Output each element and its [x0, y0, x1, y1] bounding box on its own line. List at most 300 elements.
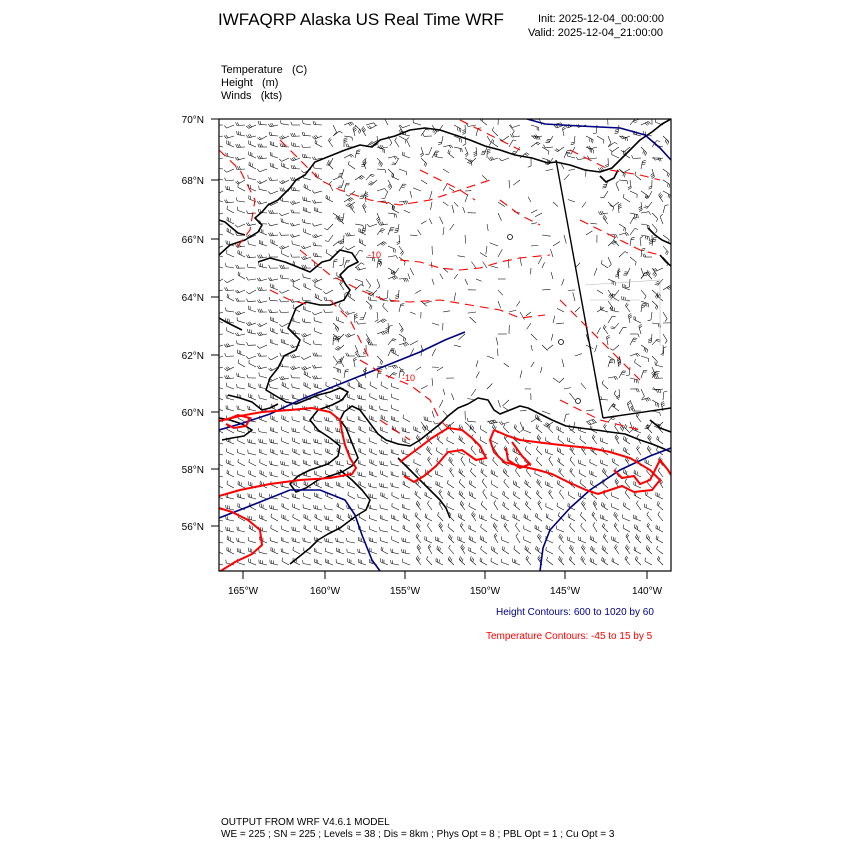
wind-barb-feather	[301, 246, 303, 249]
wind-barb	[380, 541, 388, 543]
wind-barb-feather	[504, 470, 505, 473]
wind-barb	[314, 344, 322, 345]
wind-barb-feather	[438, 512, 440, 515]
wind-barb	[369, 497, 377, 499]
wind-barb	[227, 279, 234, 283]
wind-barb-feather	[512, 134, 514, 137]
wind-barb-feather	[424, 162, 425, 165]
height-contour-legend: Height Contours: 600 to 1020 by 60	[496, 607, 654, 618]
wind-barb-feather	[314, 136, 316, 139]
wind-barb-feather	[280, 265, 281, 268]
wind-barb-feather	[360, 250, 363, 251]
wind-barb-feather	[669, 184, 670, 187]
plot-title: IWFAQRP Alaska US Real Time WRF	[218, 10, 504, 29]
wind-barb-feather	[290, 158, 292, 161]
wind-barb-feather	[593, 513, 595, 516]
wind-barb	[490, 243, 498, 246]
wind-barb-feather	[371, 143, 374, 145]
wind-barb-feather	[548, 514, 549, 518]
wind-barb	[592, 438, 597, 444]
wind-barb-feather	[658, 536, 659, 540]
wind-barb-feather	[662, 403, 665, 405]
wind-barb-feather	[370, 483, 371, 486]
wind-barb-feather	[407, 201, 409, 204]
city-marker	[576, 399, 581, 404]
wind-barb-feather	[271, 132, 272, 135]
wind-barb-feather	[350, 155, 353, 157]
wind-barb-feather	[440, 548, 441, 551]
wind-barb	[303, 508, 311, 510]
wind-barb	[392, 209, 399, 213]
wind-barb	[403, 418, 410, 422]
wind-barb	[634, 485, 641, 488]
wind-barb-feather	[359, 395, 360, 399]
wind-barb-feather	[246, 126, 249, 128]
wind-barb-feather	[617, 481, 619, 484]
wind-barb-feather	[354, 357, 357, 359]
wind-barb	[315, 312, 323, 315]
wind-barb-feather	[429, 449, 431, 452]
wind-barb	[483, 262, 487, 268]
wind-barb	[564, 414, 566, 422]
wind-barb	[601, 264, 608, 268]
wind-barb-feather	[481, 501, 482, 504]
wind-barb	[612, 496, 619, 499]
wind-barb-feather	[605, 471, 606, 474]
wind-barb	[570, 471, 575, 477]
wind-barb	[270, 224, 278, 226]
wind-barb-feather	[560, 535, 562, 538]
wind-barb	[520, 410, 527, 411]
wind-barb-feather	[558, 436, 559, 439]
wind-barb-feather	[653, 272, 655, 275]
wind-barb-feather	[417, 535, 419, 538]
wind-barb	[303, 453, 311, 455]
wind-barb	[342, 169, 344, 177]
wind-barb-feather	[396, 365, 398, 368]
wind-barb	[612, 507, 619, 510]
wind-barb-feather	[643, 161, 647, 162]
wind-barb	[443, 184, 447, 191]
wind-barb	[459, 482, 465, 488]
wind-barb-feather	[384, 319, 387, 321]
wind-barb-feather	[259, 255, 261, 258]
wind-barb-feather	[536, 546, 537, 549]
wind-barb-feather	[626, 425, 627, 428]
city-marker	[508, 235, 513, 240]
wind-barb-feather	[466, 154, 469, 157]
wind-barb-feather	[623, 502, 624, 505]
wind-barb-feather	[279, 182, 282, 184]
wind-barb-feather	[469, 491, 470, 494]
wind-barb-feather	[649, 212, 651, 215]
wind-barb-feather	[396, 156, 398, 159]
wind-barb	[303, 541, 311, 543]
wind-barb-feather	[291, 254, 292, 257]
wind-barb-feather	[337, 329, 338, 332]
wind-barb-feather	[425, 469, 426, 473]
wind-barb	[581, 548, 586, 555]
wind-barb	[449, 460, 454, 466]
wind-barb	[568, 169, 575, 171]
wind-barb	[608, 241, 614, 247]
wind-barb-feather	[402, 253, 404, 256]
wind-barb	[249, 125, 256, 128]
wind-barb	[575, 354, 582, 356]
wind-barb-feather	[257, 346, 260, 349]
wind-barb-feather	[237, 538, 238, 542]
wind-barb-feather	[448, 534, 449, 537]
wind-barb	[348, 562, 355, 565]
wind-barb-feather	[527, 557, 529, 560]
wind-barb-feather	[515, 426, 516, 429]
wind-barb	[601, 463, 608, 466]
wind-barb-feather	[282, 135, 285, 138]
wind-barb-feather	[248, 439, 249, 442]
wind-barb-feather	[615, 129, 618, 130]
wind-barb-feather	[224, 126, 226, 129]
wind-barb	[388, 256, 396, 257]
wind-barb-feather	[625, 490, 627, 493]
wind-barb-feather	[624, 227, 625, 231]
wind-barb	[645, 561, 652, 565]
wind-barb	[550, 249, 553, 257]
wind-barb	[658, 515, 663, 521]
wind-barb	[340, 283, 344, 290]
wind-barb-feather	[647, 236, 648, 239]
wind-barb-feather	[259, 366, 261, 369]
wind-barb-feather	[388, 184, 390, 187]
wind-barb	[281, 124, 289, 125]
wind-barb-feather	[269, 177, 270, 180]
wind-barb-feather	[381, 164, 383, 167]
wind-barb-feather	[235, 291, 237, 294]
wind-barb	[358, 386, 366, 389]
wind-barb-feather	[549, 456, 551, 459]
wind-barb-feather	[487, 149, 490, 150]
wind-barb	[227, 297, 234, 301]
wind-barb	[381, 385, 388, 389]
wind-barb	[562, 279, 565, 286]
wind-barb-feather	[494, 445, 496, 448]
wind-barb-feather	[317, 141, 318, 144]
wind-barb-feather	[323, 292, 326, 294]
wind-barb-feather	[394, 232, 397, 233]
wind-barb	[601, 441, 609, 444]
wind-barb-feather	[251, 440, 252, 443]
wind-barb-feather	[645, 198, 648, 199]
wind-barb	[403, 528, 410, 532]
wind-barb-feather	[383, 451, 384, 455]
wind-barb-feather	[580, 512, 582, 515]
wind-barb-feather	[337, 503, 338, 506]
wind-barb-feather	[525, 546, 526, 549]
wind-barb-feather	[257, 182, 260, 184]
wind-barb	[314, 211, 322, 213]
wind-barb	[614, 394, 619, 400]
wind-barb	[271, 485, 278, 488]
wind-barb-feather	[328, 439, 329, 443]
wind-barb-feather	[425, 129, 428, 130]
wind-barb-feather	[463, 547, 465, 550]
wind-barb-feather	[471, 537, 472, 540]
wind-barb-feather	[304, 439, 305, 443]
wind-barb-feather	[248, 222, 250, 225]
wind-barb-feather	[260, 144, 261, 147]
wind-barb	[282, 430, 289, 433]
wind-barb	[623, 287, 631, 290]
wind-barb-feather	[625, 437, 626, 440]
wind-barb-feather	[625, 470, 626, 473]
wind-barb-feather	[293, 305, 294, 308]
wind-barb-feather	[404, 279, 406, 282]
wind-barb-feather	[229, 506, 230, 509]
wind-barb-feather	[328, 138, 330, 141]
wind-barb	[482, 482, 487, 488]
wind-barb	[303, 463, 311, 466]
wind-barb-feather	[292, 345, 294, 348]
wind-barb-feather	[403, 450, 404, 454]
wind-barb	[377, 189, 385, 192]
wind-barb	[315, 331, 322, 334]
wind-barb-feather	[450, 535, 451, 538]
wind-barb-feather	[568, 154, 571, 155]
wind-barb	[270, 475, 278, 477]
wind-barb	[520, 312, 525, 320]
wind-barb	[303, 309, 311, 312]
wind-barb	[608, 359, 610, 367]
wind-barb-feather	[235, 225, 238, 228]
contour-label-a: -10	[368, 250, 382, 260]
wind-barb-feather	[560, 557, 562, 560]
wind-barb-feather	[236, 340, 237, 344]
wind-barb	[416, 559, 421, 565]
wind-barb-feather	[559, 481, 560, 484]
wind-barb	[663, 235, 669, 240]
wind-barb-feather	[459, 425, 460, 428]
wind-barb	[304, 518, 311, 522]
wind-barb	[248, 178, 256, 180]
wind-barb-feather	[292, 177, 294, 180]
wind-barb-feather	[294, 133, 295, 136]
wind-barb-feather	[637, 526, 638, 529]
wind-barb-feather	[215, 134, 217, 137]
wind-barb	[271, 528, 278, 532]
wind-barb-feather	[470, 468, 472, 471]
wind-barb-feather	[472, 512, 474, 515]
wind-barb-feather	[639, 324, 642, 326]
wind-barb	[509, 180, 510, 188]
wind-barb	[439, 400, 443, 408]
wind-barb	[282, 342, 290, 345]
wind-barb-feather	[215, 288, 217, 291]
wind-barb	[619, 169, 625, 174]
wind-barb-feather	[378, 220, 381, 223]
lat-label-64n: 64°N	[181, 293, 204, 304]
wind-barb-feather	[481, 524, 482, 527]
wind-barb-feather	[380, 461, 381, 465]
wind-barb-feather	[259, 300, 261, 303]
wind-barb-feather	[324, 309, 325, 312]
wind-barb-feather	[592, 547, 593, 550]
wind-barb	[502, 518, 510, 521]
wind-barb	[248, 333, 256, 335]
wind-barb	[454, 147, 462, 149]
wind-barb	[344, 136, 352, 137]
wind-barb	[303, 277, 311, 279]
wind-barb	[226, 497, 234, 499]
wind-barb-feather	[493, 471, 494, 475]
wind-barb-feather	[303, 367, 306, 370]
wind-barb-feather	[604, 216, 606, 219]
wind-barb	[602, 471, 608, 477]
wind-barb-feather	[658, 294, 659, 297]
wind-barb-feather	[215, 332, 217, 335]
wind-barb	[590, 474, 597, 477]
wind-barb-feather	[405, 201, 407, 204]
lon-label-165w: 165°W	[227, 586, 259, 597]
wind-barb-feather	[448, 524, 449, 527]
wind-barb-feather	[615, 434, 617, 437]
wind-barb	[427, 449, 433, 455]
wind-barb	[498, 213, 502, 221]
lat-label-58n: 58°N	[181, 465, 204, 476]
wind-barb-feather	[247, 255, 249, 258]
wind-barb-feather	[381, 362, 383, 365]
wind-barb-feather	[645, 254, 646, 257]
wind-barb-feather	[614, 459, 615, 462]
wind-barb-feather	[525, 446, 526, 449]
wind-barb-feather	[315, 353, 316, 356]
wind-barb-feather	[665, 319, 667, 322]
wind-barb-feather	[407, 342, 409, 345]
wind-barb-feather	[249, 406, 250, 409]
wind-barb-feather	[226, 186, 227, 190]
wind-barb-feather	[392, 163, 396, 164]
wind-barb-feather	[367, 127, 370, 129]
wind-barb-feather	[226, 287, 228, 290]
wind-barb	[614, 290, 619, 296]
wind-barb-feather	[383, 548, 384, 551]
wind-barb-feather	[642, 396, 644, 399]
wind-barb-feather	[656, 230, 658, 233]
wind-barb	[568, 517, 575, 521]
wind-barb	[282, 496, 290, 499]
wind-barb-feather	[392, 366, 394, 369]
wind-barb	[303, 211, 311, 214]
wind-barb	[553, 316, 555, 323]
wind-barb-feather	[282, 198, 283, 201]
wind-barb-feather	[347, 233, 349, 236]
wind-barb-feather	[235, 244, 237, 247]
wind-barb	[259, 452, 267, 455]
wind-barb	[480, 440, 487, 444]
lon-label-150w: 150°W	[469, 586, 501, 597]
wind-barb-feather	[296, 482, 297, 486]
wind-barb	[333, 356, 338, 363]
wind-barb-feather	[305, 366, 307, 369]
wind-barb	[282, 507, 289, 511]
wind-barb	[636, 504, 641, 511]
wind-barb-feather	[380, 163, 382, 166]
contour-label-b: -10	[402, 373, 416, 383]
wind-barb-feather	[471, 446, 473, 449]
wind-barb	[597, 290, 603, 294]
wind-barb	[469, 551, 476, 554]
wind-barb-feather	[465, 153, 468, 156]
wind-barb-feather	[535, 513, 536, 516]
wind-barb-feather	[536, 425, 537, 428]
wind-barb-feather	[301, 357, 304, 359]
wind-barb-feather	[238, 373, 239, 376]
wind-barb-feather	[312, 280, 315, 282]
wind-barb-feather	[369, 483, 370, 487]
wind-barb-feather	[258, 309, 259, 312]
wind-barb	[358, 442, 366, 444]
wind-barb	[542, 345, 548, 351]
wind-barb	[238, 254, 245, 258]
wind-barb	[421, 349, 422, 356]
wind-barb-feather	[649, 188, 652, 189]
wind-barb	[358, 562, 366, 565]
wind-barb-feather	[546, 141, 549, 142]
wind-barb-feather	[639, 206, 642, 208]
wind-barb-feather	[600, 168, 602, 171]
latitude-ticks	[211, 119, 219, 526]
wind-barb-feather	[405, 343, 407, 346]
wind-barb-feather	[402, 186, 405, 187]
wind-barb-feather	[521, 429, 524, 431]
wind-barb-feather	[634, 338, 638, 339]
wind-barb-feather	[307, 185, 308, 189]
wind-barb-feather	[441, 525, 443, 528]
wind-barb-feather	[617, 395, 620, 397]
wind-barb	[513, 517, 520, 521]
wind-barb	[238, 462, 245, 466]
wind-barb-feather	[375, 320, 378, 322]
wind-barb-feather	[370, 342, 371, 345]
wind-barb-feather	[229, 187, 230, 190]
wind-barb-feather	[652, 116, 655, 117]
wind-barb	[531, 245, 538, 246]
wind-barb	[531, 334, 537, 340]
wind-barb-feather	[405, 140, 406, 144]
wind-barb	[303, 200, 311, 202]
wind-barb-feather	[635, 534, 637, 537]
wind-barb-feather	[571, 144, 574, 145]
wind-barb-feather	[270, 309, 272, 312]
wind-barb-feather	[416, 492, 417, 495]
wind-barb	[658, 471, 663, 477]
wind-barb-feather	[649, 273, 651, 276]
wind-barb	[558, 439, 564, 444]
wind-barb-feather	[292, 279, 295, 282]
wind-barb	[392, 177, 399, 181]
wind-barb	[226, 267, 234, 268]
coastline	[219, 119, 671, 564]
wind-barb-feather	[495, 535, 497, 538]
wind-barb	[358, 323, 366, 324]
wind-barb	[526, 312, 531, 316]
wind-barb-feather	[293, 165, 294, 168]
wind-barb	[270, 180, 278, 181]
wind-barb	[227, 231, 234, 235]
wind-barb-feather	[405, 515, 406, 519]
wind-barb	[260, 180, 267, 184]
wind-barb	[465, 422, 471, 427]
wind-barb	[524, 540, 531, 543]
wind-barb	[546, 452, 554, 455]
